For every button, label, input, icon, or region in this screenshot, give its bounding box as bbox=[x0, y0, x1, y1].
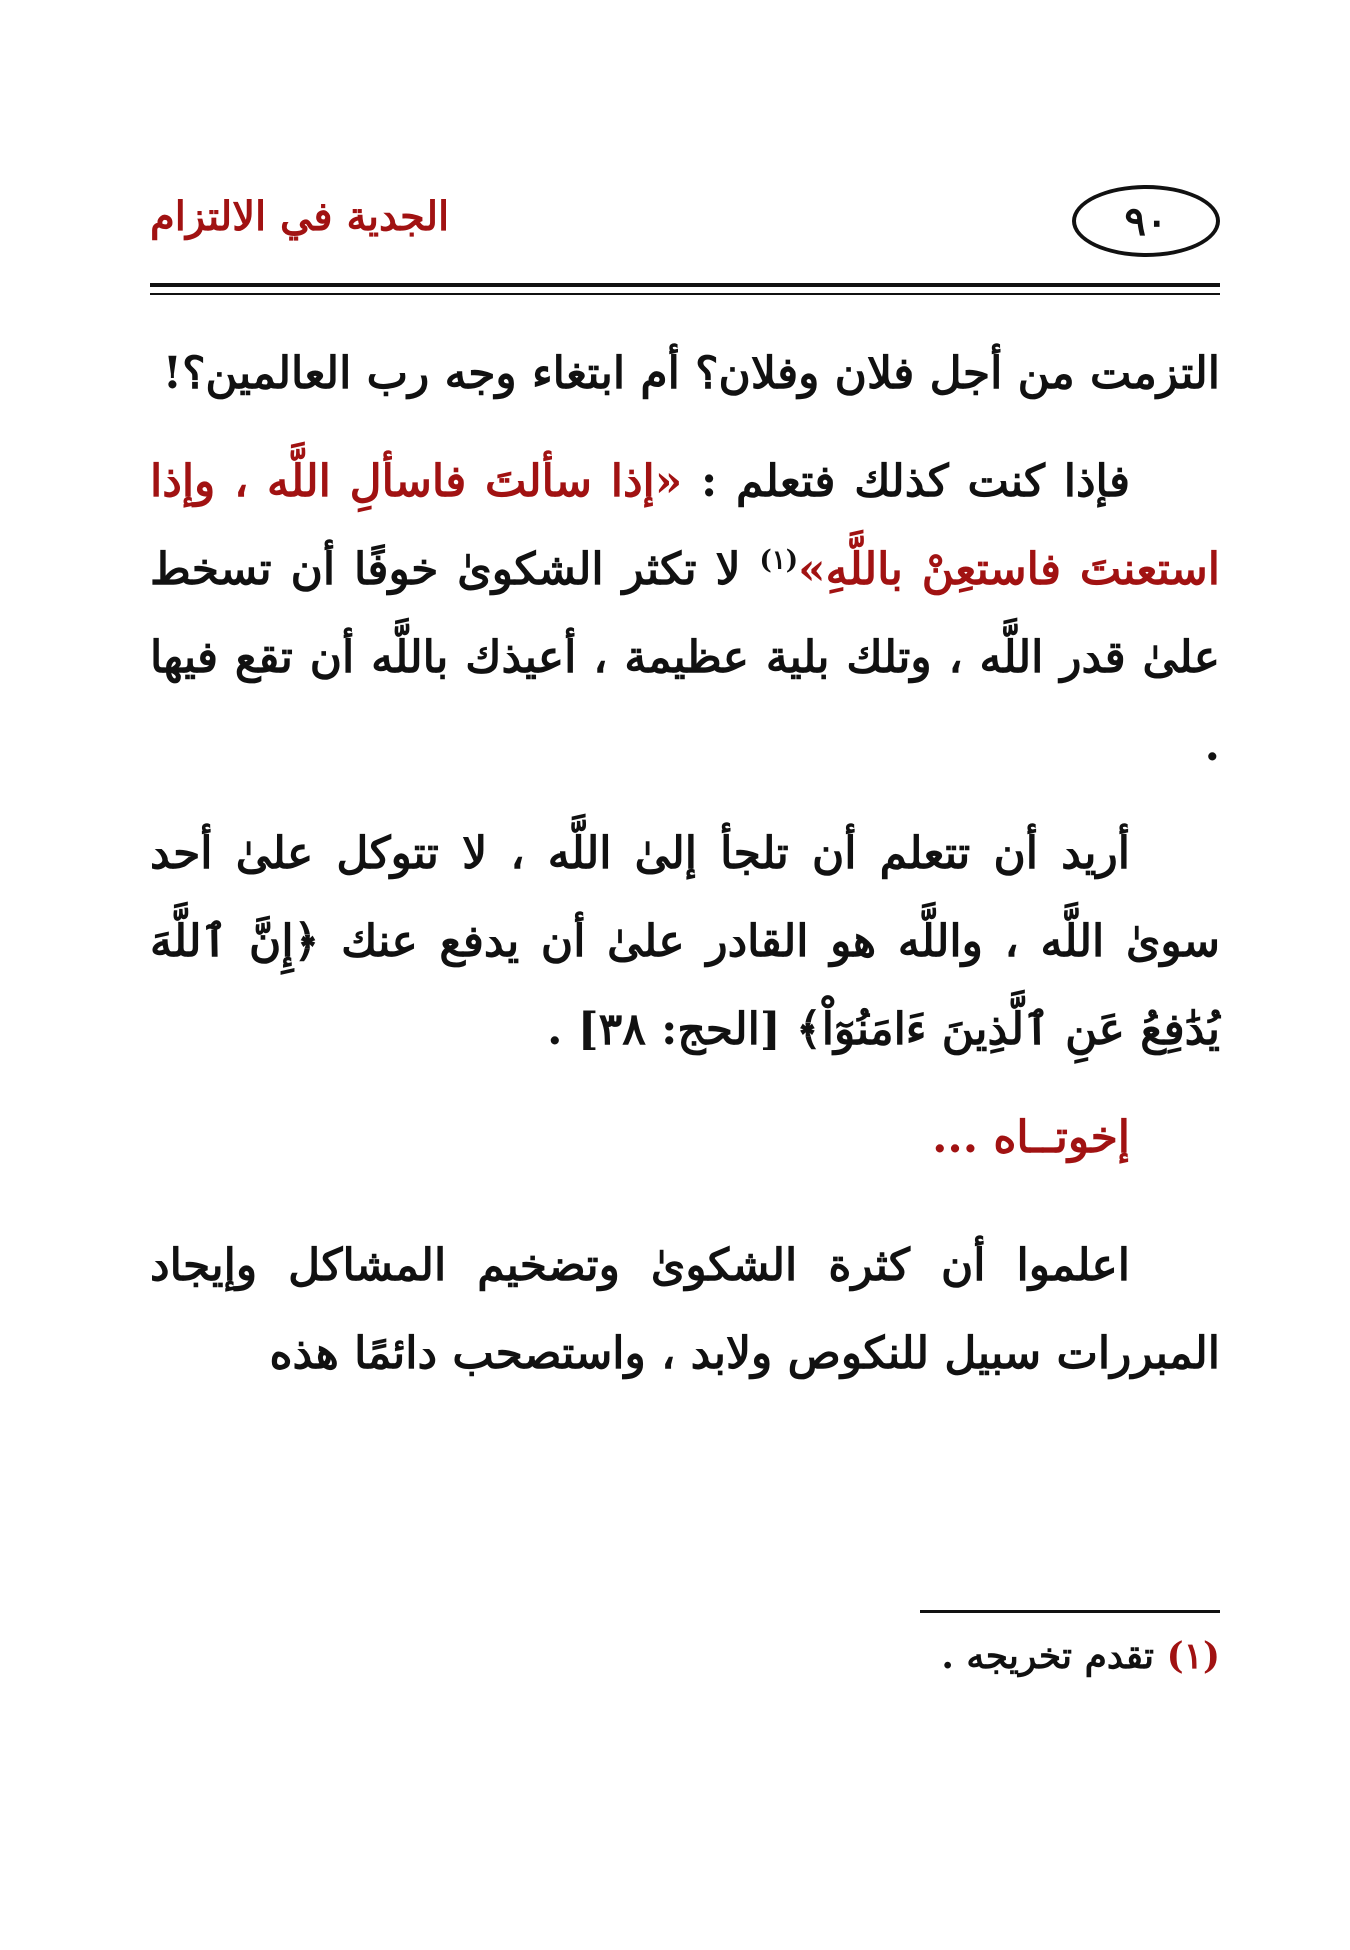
footnote-reference: (١) bbox=[759, 545, 799, 576]
footnote-marker: (١) bbox=[1166, 1635, 1220, 1677]
paragraph-2-intro: فإذا كنت كذلك فتعلم : bbox=[682, 456, 1130, 507]
body-text bbox=[150, 330, 1220, 1418]
paragraph-3 bbox=[150, 810, 1220, 1074]
hadith-quote: «إذا سألتَ فاسألِ اللَّه ، وإذا استعنتَ فاستعِنْ باللَّهِ» bbox=[150, 456, 1221, 595]
page-number: ٩٠ bbox=[1072, 185, 1220, 257]
paragraph-1: التزمت من أجل فلان وفلان؟ أم ابتغاء وجه رب العالمين؟! bbox=[162, 348, 1220, 399]
verse-citation: [الحج: ٣٨] . bbox=[547, 1004, 796, 1055]
section-subheading: إخوتــاه ... bbox=[932, 1112, 1130, 1163]
page-header bbox=[150, 185, 1220, 275]
quran-verse: ﴿إِنَّ ٱللَّهَ يُدَٰفِعُ عَنِ ٱلَّذِينَ ءَامَنُوٓاْ﴾ bbox=[150, 916, 1220, 1055]
paragraph-2-rest: لا تكثر الشكوىٰ خوفًا أن تسخط علىٰ قدر اللَّه ، وتلك بلية عظيمة ، أعيذك باللَّه أن تقع فيها . bbox=[150, 544, 1220, 771]
footnote-rule bbox=[920, 1610, 1220, 1613]
header-rule-thin bbox=[150, 293, 1220, 295]
paragraph-2 bbox=[150, 438, 1220, 790]
paragraph-4: اعلموا أن كثرة الشكوىٰ وتضخيم المشاكل وإيجاد المبررات سبيل للنكوص ولابد ، واستصحب دائمًا هذه bbox=[150, 1240, 1220, 1379]
footnote-text: تقدم تخريجه . bbox=[941, 1635, 1167, 1677]
header-rule-thick bbox=[150, 283, 1220, 287]
running-title: الجدية في الالتزام bbox=[150, 193, 450, 240]
paragraph-3-text: أريد أن تتعلم أن تلجأ إلىٰ اللَّه ، لا تتوكل علىٰ أحد سوىٰ اللَّه ، واللَّه هو القادر علىٰ أن يدفع عنك bbox=[150, 828, 1220, 967]
footnote bbox=[620, 1635, 1220, 1677]
